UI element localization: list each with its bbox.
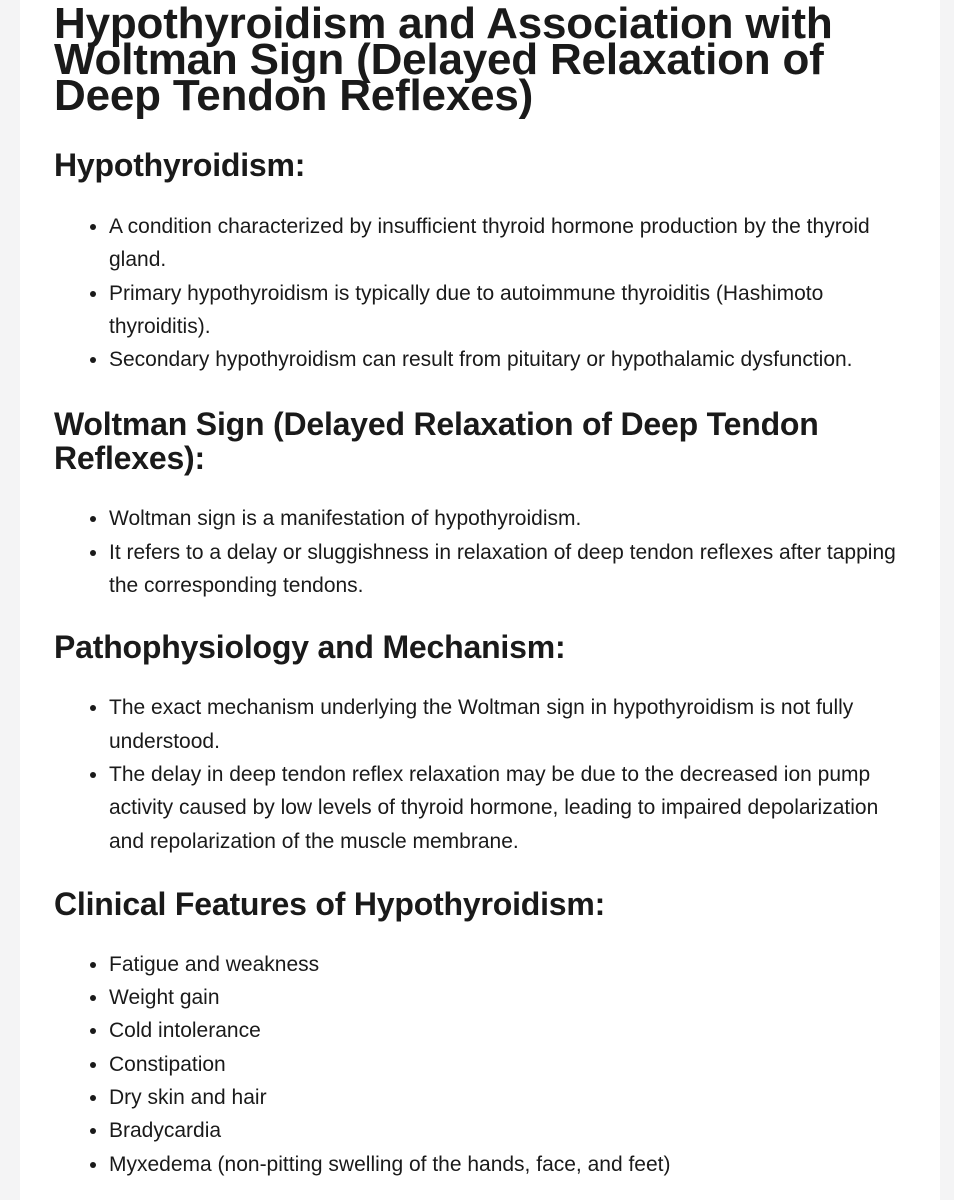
section-heading: Hypothyroidism:	[54, 147, 306, 183]
document-content	[54, 0, 904, 1181]
list-item: Secondary hypothyroidism can result from pituitary or hypothalamic dysfunction.	[109, 343, 904, 376]
list-item: Primary hypothyroidism is typically due to autoimmune thyroiditis (Hashimoto thyroiditis).	[109, 277, 904, 344]
list-item: The delay in deep tendon reflex relaxation may be due to the decreased ion pump activity caused by low levels of thyroid hormone, leading to impaired depolarization and repolarization of the muscle membrane.	[109, 758, 904, 858]
list-item: Dry skin and hair	[109, 1081, 904, 1114]
list-item: It refers to a delay or sluggishness in relaxation of deep tendon reflexes after tapping the corresponding tendons.	[109, 536, 904, 603]
bullet-list	[54, 210, 904, 376]
list-item: Myxedema (non-pitting swelling of the hands, face, and feet)	[109, 1148, 904, 1181]
list-item: Cold intolerance	[109, 1014, 904, 1047]
section-heading: Woltman Sign (Delayed Relaxation of Deep Tendon Reflexes):	[54, 406, 819, 477]
section-heading: Pathophysiology and Mechanism:	[54, 629, 566, 666]
bullet-list	[54, 502, 904, 602]
list-item: Constipation	[109, 1048, 904, 1081]
section-woltman-sign	[54, 407, 904, 602]
bullet-list	[54, 948, 904, 1181]
page-title: Hypothyroidism and Association with Woltman Sign (Delayed Relaxation of Deep Tendon Reflexes)	[54, 0, 833, 120]
list-item: Woltman sign is a manifestation of hypothyroidism.	[109, 502, 904, 535]
list-item: Weight gain	[109, 981, 904, 1014]
bullet-list	[54, 691, 904, 857]
list-item: Fatigue and weakness	[109, 948, 904, 981]
document-page	[20, 0, 940, 1200]
list-item: The exact mechanism underlying the Woltman sign in hypothyroidism is not fully understood.	[109, 691, 904, 758]
section-pathophysiology	[54, 630, 904, 857]
list-item: Bradycardia	[109, 1114, 904, 1147]
section-clinical-features	[54, 887, 904, 1181]
section-hypothyroidism	[54, 148, 904, 376]
section-heading: Clinical Features of Hypothyroidism:	[54, 885, 606, 922]
list-item: A condition characterized by insufficient thyroid hormone production by the thyroid gland.	[109, 210, 904, 277]
